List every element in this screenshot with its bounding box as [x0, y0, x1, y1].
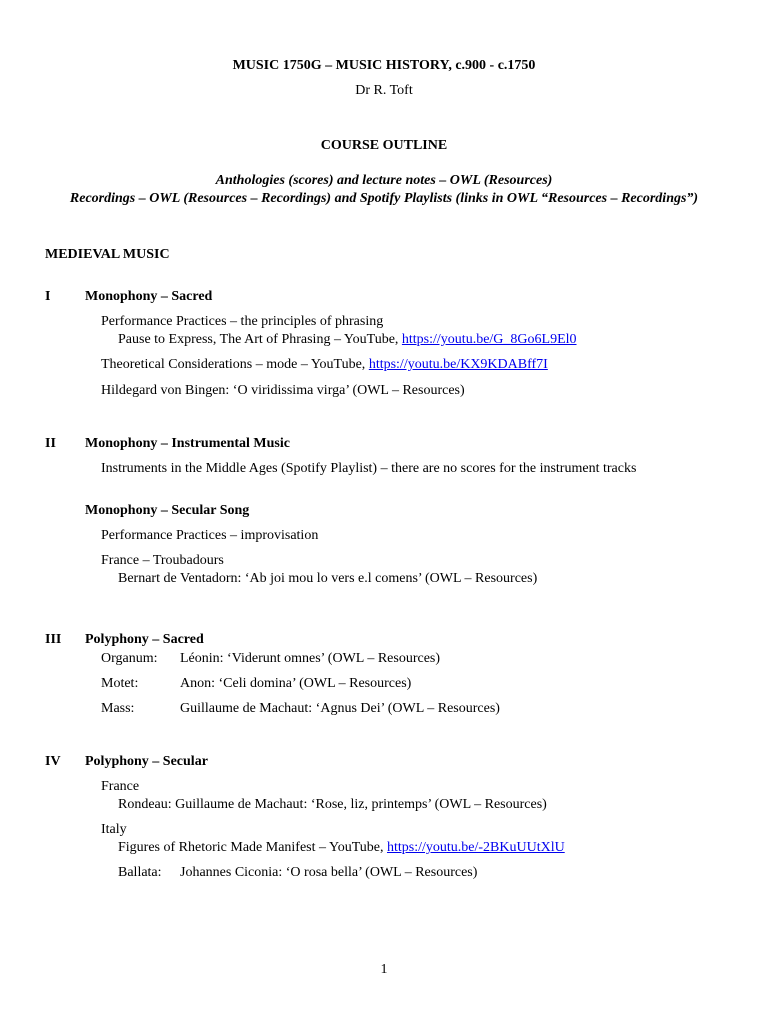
- theoretical-considerations-item: [101, 356, 548, 374]
- performance-practices-item: Performance Practices – the principles of phrasing: [101, 314, 384, 329]
- subsection-title: Monophony – Secular Song: [85, 503, 250, 518]
- figures-item: [118, 839, 565, 857]
- resources-note-line2: Recordings – OWL (Resources – Recordings) and Spotify Playlists (links in OWL “Resources – Recordings”): [69, 191, 699, 206]
- pause-to-express-text: Pause to Express, The Art of Phrasing – YouTube,: [118, 332, 402, 347]
- bernart-item: Bernart de Ventadorn: ‘Ab joi mou lo vers e.l comens’ (OWL – Resources): [118, 571, 538, 586]
- genre-work: Anon: ‘Celi domina’ (OWL – Resources): [180, 676, 412, 691]
- genre-label: Mass:: [101, 701, 135, 716]
- genre-label: Ballata:: [118, 865, 162, 880]
- theoretical-considerations-text: Theoretical Considerations – mode – YouTube,: [101, 357, 369, 372]
- unit-number: IV: [45, 754, 61, 769]
- course-title: MUSIC 1750G – MUSIC HISTORY, c.900 - c.1750: [232, 58, 536, 73]
- outline-title: COURSE OUTLINE: [320, 138, 448, 153]
- unit-title: Monophony – Instrumental Music: [85, 436, 290, 451]
- france-item: France: [101, 779, 140, 794]
- genre-work: Guillaume de Machaut: ‘Agnus Dei’ (OWL – Resources): [180, 701, 500, 716]
- unit-number: I: [45, 289, 51, 304]
- unit-number: II: [45, 436, 56, 451]
- unit-title: Polyphony – Secular: [85, 754, 208, 769]
- pause-to-express-link[interactable]: https://youtu.be/G_8Go6L9El0: [401, 332, 577, 347]
- genre-work: Léonin: ‘Viderunt omnes’ (OWL – Resources): [180, 651, 441, 666]
- genre-label: Organum:: [101, 651, 158, 666]
- france-troubadours-item: France – Troubadours: [101, 553, 224, 568]
- resources-note-line1: Anthologies (scores) and lecture notes – OWL (Resources): [215, 173, 553, 188]
- unit-title: Monophony – Sacred: [85, 289, 213, 304]
- ballata-work: Johannes Ciconia: ‘O rosa bella’ (OWL – Resources): [180, 865, 478, 880]
- figures-text: Figures of Rhetoric Made Manifest – YouTube,: [118, 840, 387, 855]
- performance-practices-item: Performance Practices – improvisation: [101, 528, 319, 543]
- rondeau-item: Rondeau: Guillaume de Machaut: ‘Rose, liz, printemps’ (OWL – Resources): [118, 797, 547, 812]
- instructor-name: Dr R. Toft: [355, 83, 413, 98]
- instruments-item: Instruments in the Middle Ages (Spotify Playlist) – there are no scores for the instrument tracks: [101, 461, 637, 476]
- unit-title: Polyphony – Sacred: [85, 632, 204, 647]
- section-title: MEDIEVAL MUSIC: [45, 247, 170, 262]
- pause-to-express-item: [118, 331, 577, 349]
- page-number: 1: [380, 962, 388, 977]
- unit-number: III: [45, 632, 62, 647]
- hildegard-item: Hildegard von Bingen: ‘O viridissima virga’ (OWL – Resources): [101, 383, 465, 398]
- figures-link[interactable]: https://youtu.be/-2BKuUUtXlU: [386, 840, 565, 855]
- italy-item: Italy: [101, 822, 127, 837]
- theoretical-considerations-link[interactable]: https://youtu.be/KX9KDABff7I: [368, 357, 548, 372]
- genre-label: Motet:: [101, 676, 139, 691]
